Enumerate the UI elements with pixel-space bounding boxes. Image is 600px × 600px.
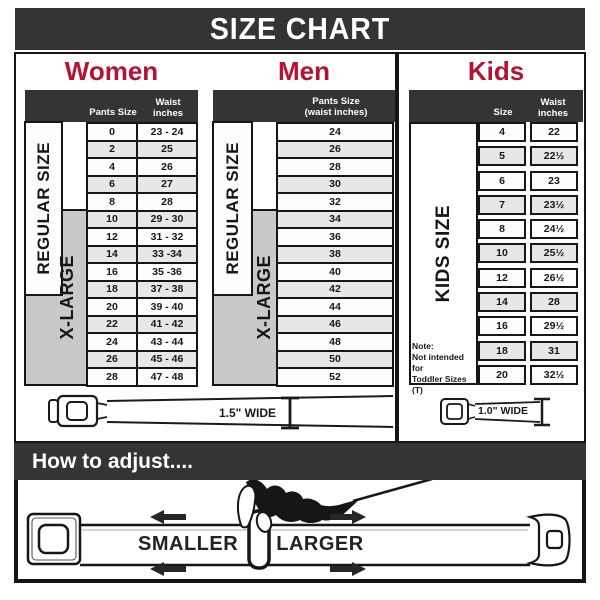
table-cell: 8	[478, 219, 526, 239]
table-cell: 5	[478, 146, 526, 166]
table-cell: 28	[136, 192, 198, 212]
table-cell: 32	[276, 192, 394, 212]
table-cell: 10	[478, 243, 526, 263]
table-row	[478, 219, 578, 239]
men-table-header	[213, 90, 395, 122]
table-cell: 32½	[530, 365, 578, 385]
kids-belt-width-label: 1.0" WIDE	[478, 405, 528, 417]
belt-tip	[530, 515, 570, 566]
men-xlarge-label: X-LARGE	[253, 254, 274, 340]
kids-col-waist: Waist inches	[537, 97, 569, 119]
table-cell: 29 - 30	[136, 210, 198, 230]
table-cell: 39 - 40	[136, 297, 198, 317]
panel-divider	[395, 52, 399, 443]
table-cell: 25	[136, 140, 198, 160]
table-cell: 44	[276, 297, 394, 317]
table-cell: 26	[136, 157, 198, 177]
table-cell: 26½	[530, 268, 578, 288]
kids-note: Note: Not intended for Toddler Sizes (T)	[412, 341, 467, 395]
table-cell: 36	[276, 227, 394, 247]
table-row	[478, 292, 578, 312]
table-cell: 41 - 42	[136, 315, 198, 335]
larger-label: LARGER	[276, 533, 364, 555]
table-cell: 31 - 32	[136, 227, 198, 247]
table-cell: 20	[478, 365, 526, 385]
kids-table	[478, 122, 578, 385]
kids-table-header	[409, 90, 583, 122]
women-heading: Women	[64, 55, 159, 86]
table-row	[478, 268, 578, 288]
how-to-adjust-title: How to adjust....	[32, 449, 193, 473]
table-cell: 2	[86, 140, 138, 160]
belt-adjust-illustration	[18, 480, 582, 579]
men-table	[276, 122, 394, 387]
table-row	[478, 195, 578, 215]
arrow-left-icon	[150, 510, 186, 524]
table-row	[478, 316, 578, 336]
table-cell: 42	[276, 280, 394, 300]
table-cell: 29½	[530, 316, 578, 336]
women-table	[86, 122, 198, 387]
table-cell: 46	[276, 315, 394, 335]
table-cell: 6	[478, 171, 526, 191]
table-cell: 4	[478, 122, 526, 142]
table-cell: 23 - 24	[136, 122, 198, 142]
women-col-pants-size: Pants Size	[89, 106, 137, 118]
women-xlarge-label: X-LARGE	[57, 254, 77, 340]
table-cell: 12	[478, 268, 526, 288]
table-cell: 34	[276, 210, 394, 230]
table-row	[478, 341, 578, 361]
table-cell: 28	[86, 367, 138, 387]
how-to-adjust-bar	[14, 443, 586, 480]
table-cell: 4	[86, 157, 138, 177]
table-cell: 14	[478, 292, 526, 312]
women-regular-size-label: REGULAR SIZE	[33, 142, 53, 275]
table-cell: 22	[530, 122, 578, 142]
table-row	[276, 367, 394, 387]
table-cell: 28	[530, 292, 578, 312]
table-cell: 22½	[530, 146, 578, 166]
page-title: SIZE CHART	[209, 11, 391, 46]
women-table-header	[25, 90, 198, 122]
table-cell: 0	[86, 122, 138, 142]
table-cell: 20	[86, 297, 138, 317]
table-cell: 18	[478, 341, 526, 361]
men-heading: Men	[278, 55, 330, 86]
table-cell: 16	[86, 262, 138, 282]
table-cell: 10	[86, 210, 138, 230]
smaller-label: SMALLER	[138, 533, 239, 555]
table-row	[86, 367, 198, 387]
table-cell: 45 - 46	[136, 350, 198, 370]
table-cell: 35 -36	[136, 262, 198, 282]
table-cell: 31	[530, 341, 578, 361]
women-col-waist: Waist inches	[152, 97, 184, 119]
table-cell: 25½	[530, 243, 578, 263]
table-row	[478, 122, 578, 142]
table-cell: 7	[478, 195, 526, 215]
table-cell: 24	[86, 332, 138, 352]
table-cell: 12	[86, 227, 138, 247]
kids-size-label: KIDS SIZE	[432, 204, 454, 303]
table-row	[478, 365, 578, 385]
men-regular-size-label: REGULAR SIZE	[222, 142, 242, 275]
table-cell: 23	[530, 171, 578, 191]
table-cell: 23½	[530, 195, 578, 215]
table-cell: 18	[86, 280, 138, 300]
table-cell: 37 - 38	[136, 280, 198, 300]
table-cell: 30	[276, 175, 394, 195]
table-cell: 8	[86, 192, 138, 212]
table-cell: 50	[276, 350, 394, 370]
table-cell: 16	[478, 316, 526, 336]
table-cell: 38	[276, 245, 394, 265]
adult-belt-width-label: 1.5" WIDE	[218, 406, 277, 420]
table-cell: 26	[276, 140, 394, 160]
table-row	[478, 171, 578, 191]
table-cell: 47 - 48	[136, 367, 198, 387]
table-cell: 40	[276, 262, 394, 282]
belt-buckle-icon	[49, 396, 107, 426]
table-row	[478, 243, 578, 263]
table-cell: 24	[276, 122, 394, 142]
table-cell: 28	[276, 157, 394, 177]
table-cell: 43 - 44	[136, 332, 198, 352]
table-cell: 22	[86, 315, 138, 335]
table-cell: 6	[86, 175, 138, 195]
table-cell: 14	[86, 245, 138, 265]
belt-buckle-icon	[28, 514, 80, 564]
table-cell: 52	[276, 367, 394, 387]
title-bar	[15, 8, 585, 50]
table-cell: 48	[276, 332, 394, 352]
table-cell: 26	[86, 350, 138, 370]
table-row	[478, 146, 578, 166]
kids-col-size: Size	[493, 106, 513, 118]
kids-heading: Kids	[467, 55, 525, 86]
table-cell: 24½	[530, 219, 578, 239]
men-col-pants-size: Pants Size (waist inches)	[304, 96, 368, 118]
table-cell: 27	[136, 175, 198, 195]
table-cell: 33 -34	[136, 245, 198, 265]
